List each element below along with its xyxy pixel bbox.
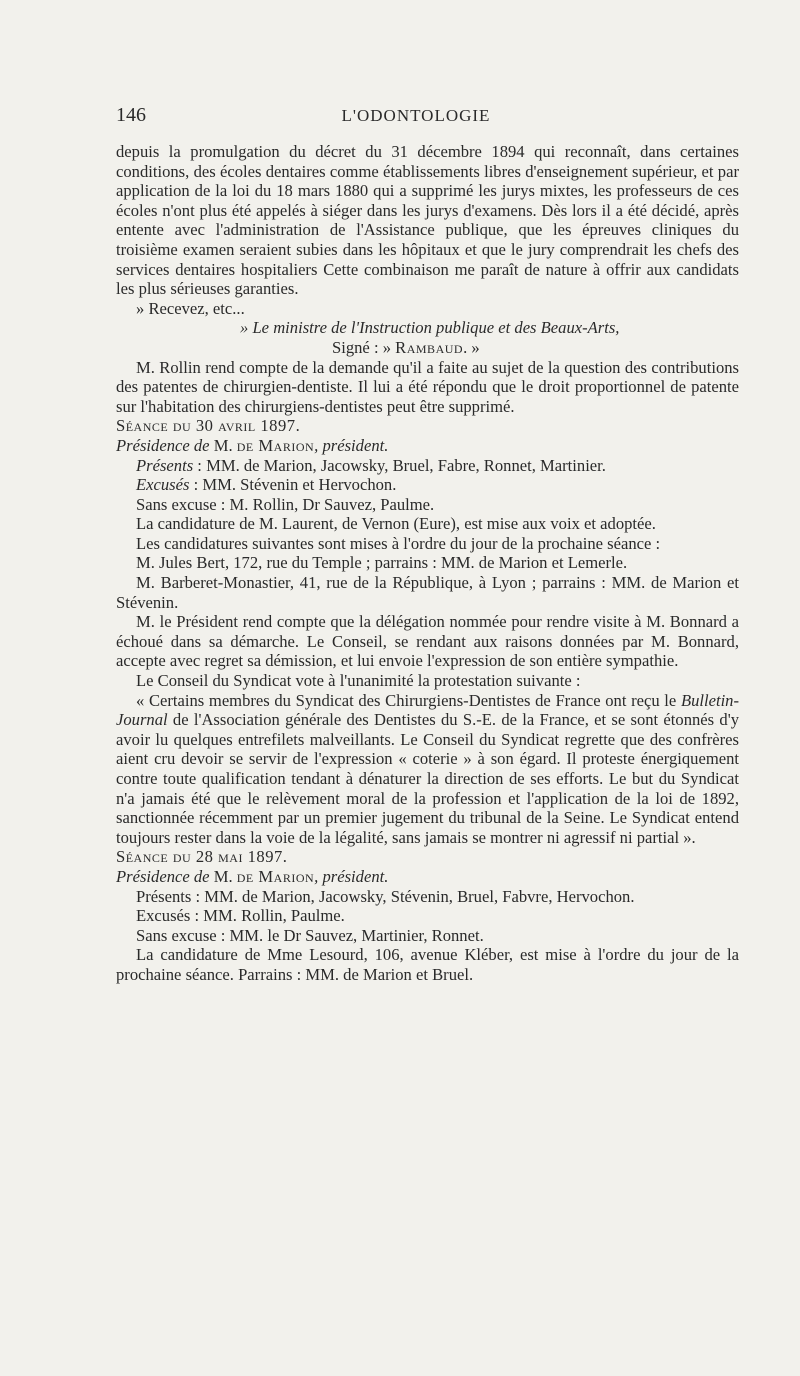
paragraph: M. Jules Bert, 172, rue du Temple ; parrains : MM. de Marion et Lemerle. <box>136 553 628 573</box>
session-heading: Séance du 28 mai 1897. <box>116 847 288 867</box>
page-number: 146 <box>116 104 146 126</box>
running-title: L'ODONTOLOGIE <box>341 106 491 125</box>
paragraph: depuis la promulgation du décret du 31 décembre 1894 qui reconnaît, dans certaines conditions, des écoles dentaires comme établissements libres d'enseignement supérieur, et par application de la loi du 18 mars 1880 qui a supprimé les jurys mixtes, les professeurs de ces écoles n'ont plus été appelés à siéger dans les jurys d'examens. Dès lors il a été décidé, après entente avec l'administration de l'Assistance publique, que les épreuves cliniques du troisième examen seraient subies dans les hôpitaux et que le jury comprendrait les chefs des services dentaires hospitaliers Cette combinaison me paraît de nature à offrir aux candidats les plus sérieuses garanties. <box>116 142 739 299</box>
page-body <box>116 142 739 985</box>
attendance-present: Présents : MM. de Marion, Jacowsky, Bruel, Fabre, Ronnet, Martinier. <box>136 455 606 475</box>
paragraph: » Recevez, etc... <box>136 298 245 318</box>
attendance-excused: Excusés : MM. Stévenin et Hervochon. <box>136 475 397 495</box>
paragraph: La candidature de Mme Lesourd, 106, avenue Kléber, est mise à l'ordre du jour de la prochaine séance. Parrains : MM. de Marion et Bruel. <box>116 945 739 984</box>
paragraph: M. le Président rend compte que la délégation nommée pour rendre visite à M. Bonnard a échoué dans sa démarche. Le Conseil, se rendant aux raisons données par M. Bonnard, accepte avec regret sa démission, et lui envoie l'expression de son entière sympathie. <box>116 612 739 671</box>
paragraph: Le Conseil du Syndicat vote à l'unanimité la protestation suivante : <box>136 671 581 691</box>
signature-title: » Le ministre de l'Instruction publique et des Beaux-Arts, <box>240 318 620 338</box>
paragraph: La candidature de M. Laurent, de Vernon (Eure), est mise aux voix et adoptée. <box>136 514 656 534</box>
paragraph: Les candidatures suivantes sont mises à l'ordre du jour de la prochaine séance : <box>136 533 661 553</box>
attendance-absent: Sans excuse : M. Rollin, Dr Sauvez, Paulme. <box>136 494 435 514</box>
attendance-absent: Sans excuse : MM. le Dr Sauvez, Martinier, Ronnet. <box>136 925 484 945</box>
session-presidence: Présidence de M. de Marion, président. <box>116 435 389 455</box>
signature-name: Signé : » Rambaud. » <box>332 337 480 357</box>
paragraph: M. Rollin rend compte de la demande qu'il a faite au sujet de la question des contributions des patentes de chirurgien-dentiste. Il lui a été répondu que le droit proportionnel de patente sur l'habitation des chirurgiens-dentistes peut être supprimé. <box>116 357 739 416</box>
session-heading: Séance du 30 avril 1897. <box>116 416 301 436</box>
attendance-excused: Excusés : MM. Rollin, Paulme. <box>136 906 345 926</box>
protest-quote: « Certains membres du Syndicat des Chirurgiens-Dentistes de France ont reçu le Bulletin-Journal de l'Association générale des Dentistes du S.-E. de la France, et se sont étonnés d'y avoir lu quelques entrefilets malveillants. Le Conseil du Syndicat regrette que des confrères aient cru devoir se servir de l'expression « coterie » à son égard. Il proteste énergiquement contre toute qualification tendant à dénaturer la direction de ses efforts. Le but du Syndicat n'a jamais été que le relèvement moral de la profession et l'application de la loi de 1892, sanctionnée récemment par un premier jugement du tribunal de la Seine. Le Syndicat entend toujours rester dans la voie de la légalité, sans jamais se montrer ni agressif ni partial ». <box>116 690 739 847</box>
page-header <box>116 104 716 134</box>
paragraph: M. Barberet-Monastier, 41, rue de la République, à Lyon ; parrains : MM. de Marion et Stévenin. <box>116 573 739 612</box>
attendance-present: Présents : MM. de Marion, Jacowsky, Stévenin, Bruel, Fabvre, Hervochon. <box>136 886 635 906</box>
session-presidence: Présidence de M. de Marion, président. <box>116 866 389 886</box>
